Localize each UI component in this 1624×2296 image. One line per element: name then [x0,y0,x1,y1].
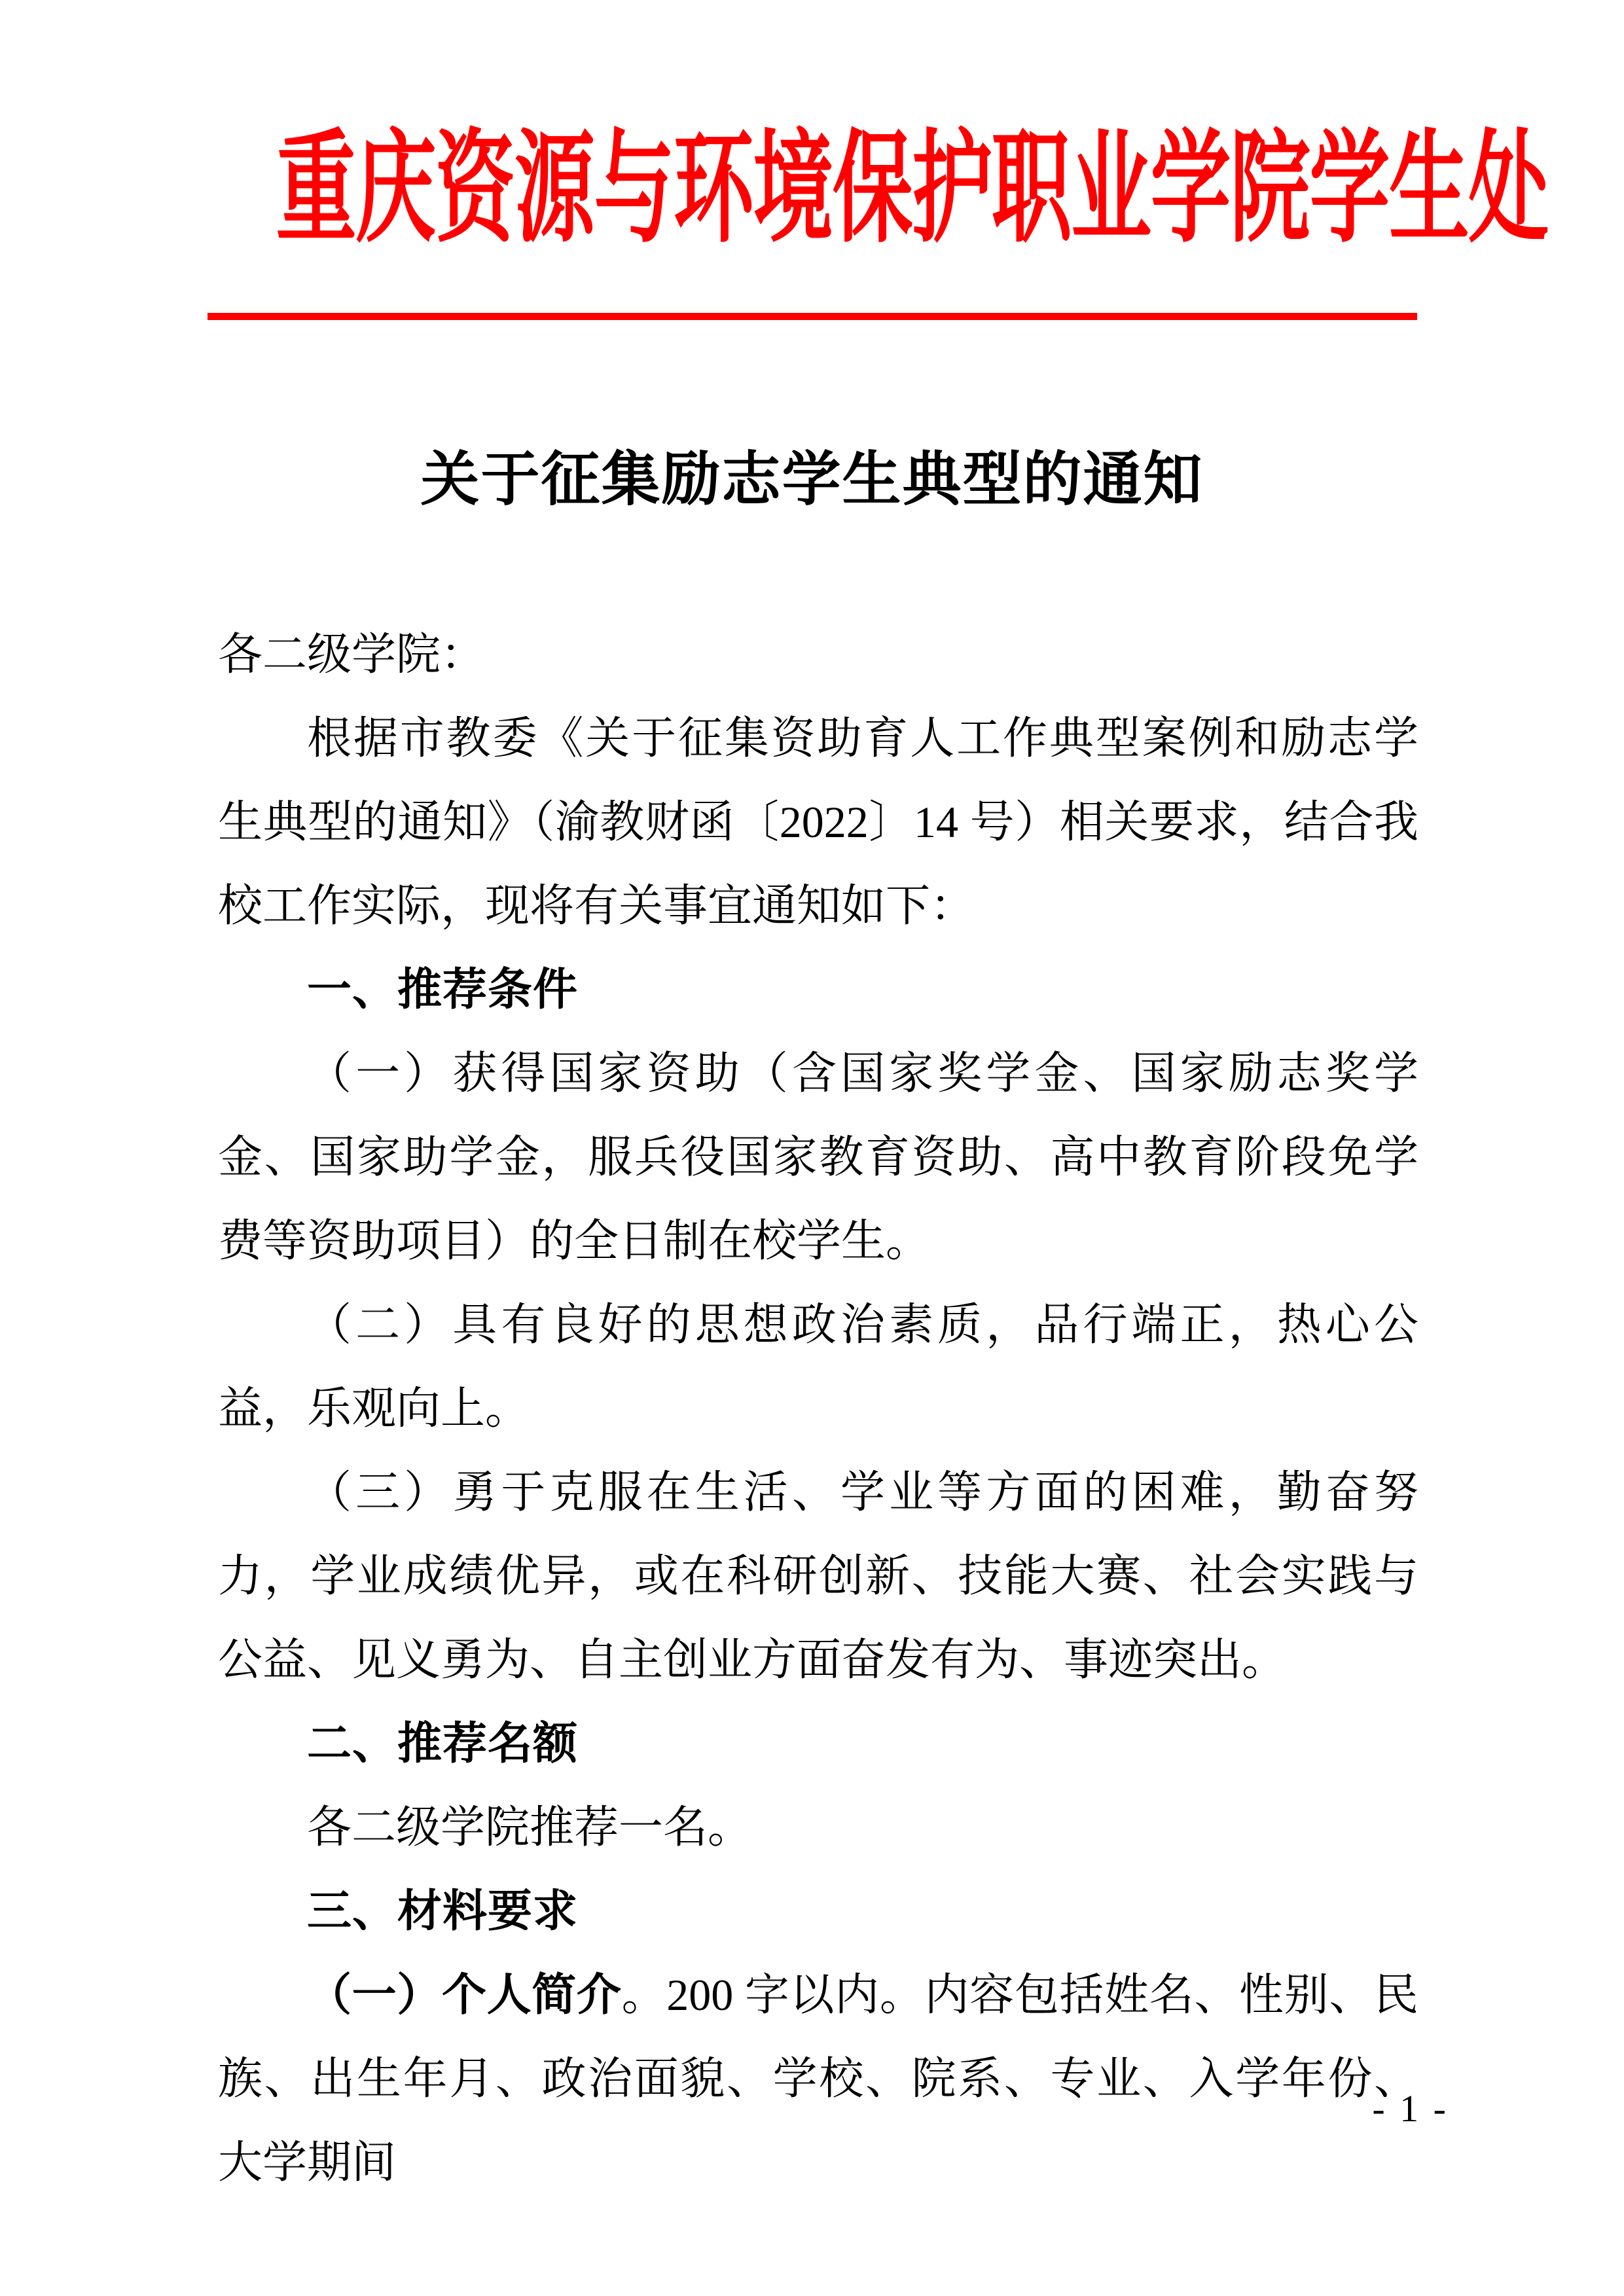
section-heading-1: 一、推荐条件 [307,965,579,1014]
paragraph-intro: 根据市教委《关于征集资助育人工作典型案例和励志学生典型的通知》（渝教财函〔2022〕14 号）相关要求，结合我校工作实际，现将有关事宜通知如下： [218,713,1418,931]
section-heading-2: 二、推荐名额 [307,1719,579,1768]
document-title: 关于征集励志学生典型的通知 [420,448,1204,512]
paragraph-condition-3: （三）勇于克服在生活、学业等方面的困难，勤奋努力，学业成绩优异，或在科研创新、技能大赛、社会实践与公益、见义勇为、自主创业方面奋发有为、事迹突出。 [218,1467,1418,1685]
salutation: 各二级学院： [218,630,486,679]
paragraph-material-1-bold-lead: （一）个人简介 [307,1970,622,2020]
paragraph-condition-1: （一）获得国家资助（含国家奖学金、国家励志奖学金、国家助学金，服兵役国家教育资助、高中教育阶段免学费等资助项目）的全日制在校学生。 [218,1049,1418,1266]
page-number: - 1 - [1372,2087,1449,2130]
letterhead-divider-rule [208,313,1417,320]
paragraph-condition-2: （二）具有良好的思想政治素质，品行端正，热心公益，乐观向上。 [218,1300,1418,1433]
section-heading-3: 三、材料要求 [307,1886,579,1936]
document-body [218,613,1418,2204]
paragraph-material-1-text: 。200 字以内。内容包括姓名、性别、民族、出生年月、政治面貌、学校、院系、专业、入学年份、大学期间 [218,1970,1418,2187]
letterhead-title: 重庆资源与环境保护职业学院学生处 [276,122,1548,257]
paragraph-quota: 各二级学院推荐一名。 [307,1803,753,1852]
paragraph-material-1 [218,1953,1418,2204]
